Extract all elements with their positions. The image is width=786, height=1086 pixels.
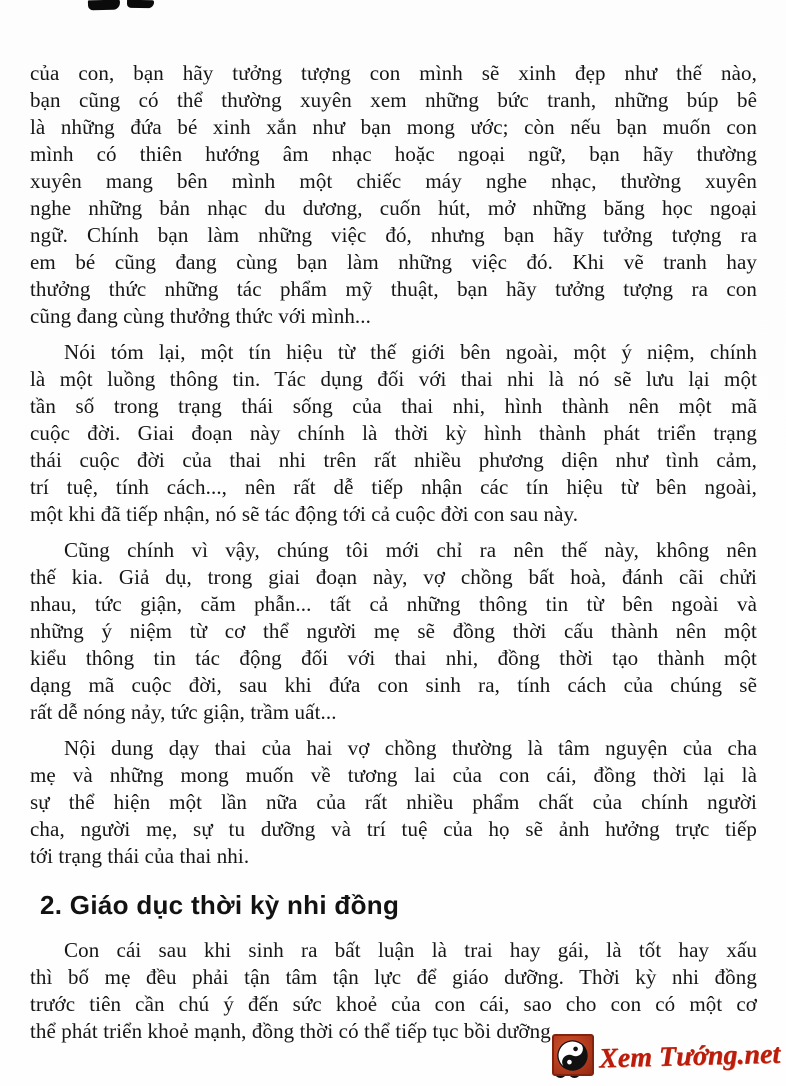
text-line: thì bố mẹ đều phải tận tâm tận lực để giáo dưỡng. Thời kỳ nhi đồng [30,965,757,989]
text-line: ngữ. Chính bạn làm những việc đó, nhưng bạn hãy tưởng tượng ra [30,223,757,247]
paragraph [30,537,757,726]
text-line: Nội dung dạy thai của hai vợ chồng thường là tâm nguyện của cha [64,736,757,760]
text-line: bạn cũng có thể thường xuyên xem những bức tranh, những búp bê [30,88,757,112]
text-line: sự thể hiện một lần nữa của rất nhiều phẩm chất của chính người [30,790,757,814]
text-line: là một luồng thông tin. Tác dụng đối với thai nhi là nó sẽ lưu lại một [30,367,757,391]
text-line: mẹ và những mong muốn về tương lai của con cái, đồng thời lại là [30,763,757,787]
text-line: của con, bạn hãy tưởng tượng con mình sẽ xinh đẹp như thế nào, [30,61,757,85]
text-line: thế kia. Giả dụ, trong giai đoạn này, vợ chồng bất hoà, đánh cãi chửi [30,565,757,589]
ink-smudge-icon [127,0,154,8]
text-line: mình có thiên hướng âm nhạc hoặc ngoại ngữ, bạn hãy thường [30,142,757,166]
text-line: kiểu thông tin tác động đối với thai nhi, đồng thời tạo thành một [30,646,757,670]
text-line: Nói tóm lại, một tín hiệu từ thế giới bên ngoài, một ý niệm, chính [64,340,757,364]
text-line: thưởng thức những tác phẩm mỹ thuật, bạn hãy tưởng tượng ra con [30,277,757,301]
yin-yang-icon [552,1034,594,1080]
text-line: tới trạng thái của thai nhi. [30,844,250,868]
page-text [30,60,757,1054]
text-line: những ý niệm từ cơ thể người mẹ sẽ đồng thời cấu thành nên một [30,619,757,643]
text-line: một khi đã tiếp nhận, nó sẽ tác động tới cả cuộc đời con sau này. [30,502,579,526]
text-line: cuộc đời. Giai đoạn này chính là thời kỳ hình thành phát triển trạng [30,421,757,445]
text-line: tần số trong trạng thái sống của thai nhi, hình thành nên một mã [30,394,757,418]
text-line: Con cái sau khi sinh ra bất luận là trai hay gái, là tốt hay xấu [64,938,757,962]
ink-smudge-icon [88,0,120,10]
yin-yang-box [552,1034,594,1076]
text-line: Cũng chính vì vậy, chúng tôi mới chỉ ra nên thế này, không nên [64,538,757,562]
text-line: nghe những bản nhạc du dương, cuốn hút, mở những băng học ngoại [30,196,757,220]
paragraph [30,339,757,528]
watermark [552,1034,780,1080]
section-heading: 2. Giáo dục thời kỳ nhi đồng [40,890,400,920]
paragraph [30,735,757,870]
text-line: cha, người mẹ, sự tu dưỡng và trí tuệ của họ sẽ ảnh hưởng trực tiếp [30,817,757,841]
text-line: dạng mã cuộc đời, sau khi đứa con sinh ra, tính cách của chúng sẽ [30,673,757,697]
text-line: thể phát triển khoẻ mạnh, đồng thời có thể tiếp tục bồi dưỡng [30,1019,551,1043]
text-line: rất dễ nóng nảy, tức giận, trầm uất... [30,700,337,724]
paragraph [30,937,757,1045]
text-line: thái cuộc đời của thai nhi trên rất nhiều phương diện như tình cảm, [30,448,757,472]
text-line: cũng đang cùng thưởng thức với mình... [30,304,371,328]
text-line: xuyên mang bên mình một chiếc máy nghe nhạc, thường xuyên [30,169,757,193]
text-line: trước tiên cần chú ý đến sức khoẻ của con cái, sao cho con có một cơ [30,992,757,1016]
text-line: nhau, tức giận, căm phẫn... tất cả những thông tin từ bên ngoài và [30,592,757,616]
text-line: em bé cũng đang cùng bạn làm những việc đó. Khi vẽ tranh hay [30,250,757,274]
paragraph [30,60,757,330]
text-line: là những đứa bé xinh xắn như bạn mong ước; còn nếu bạn muốn con [30,115,757,139]
watermark-text: Xem Tướng.net [598,1038,781,1075]
text-line: trí tuệ, tính cách..., nên rất dễ tiếp nhận các tín hiệu từ bên ngoài, [30,475,757,499]
